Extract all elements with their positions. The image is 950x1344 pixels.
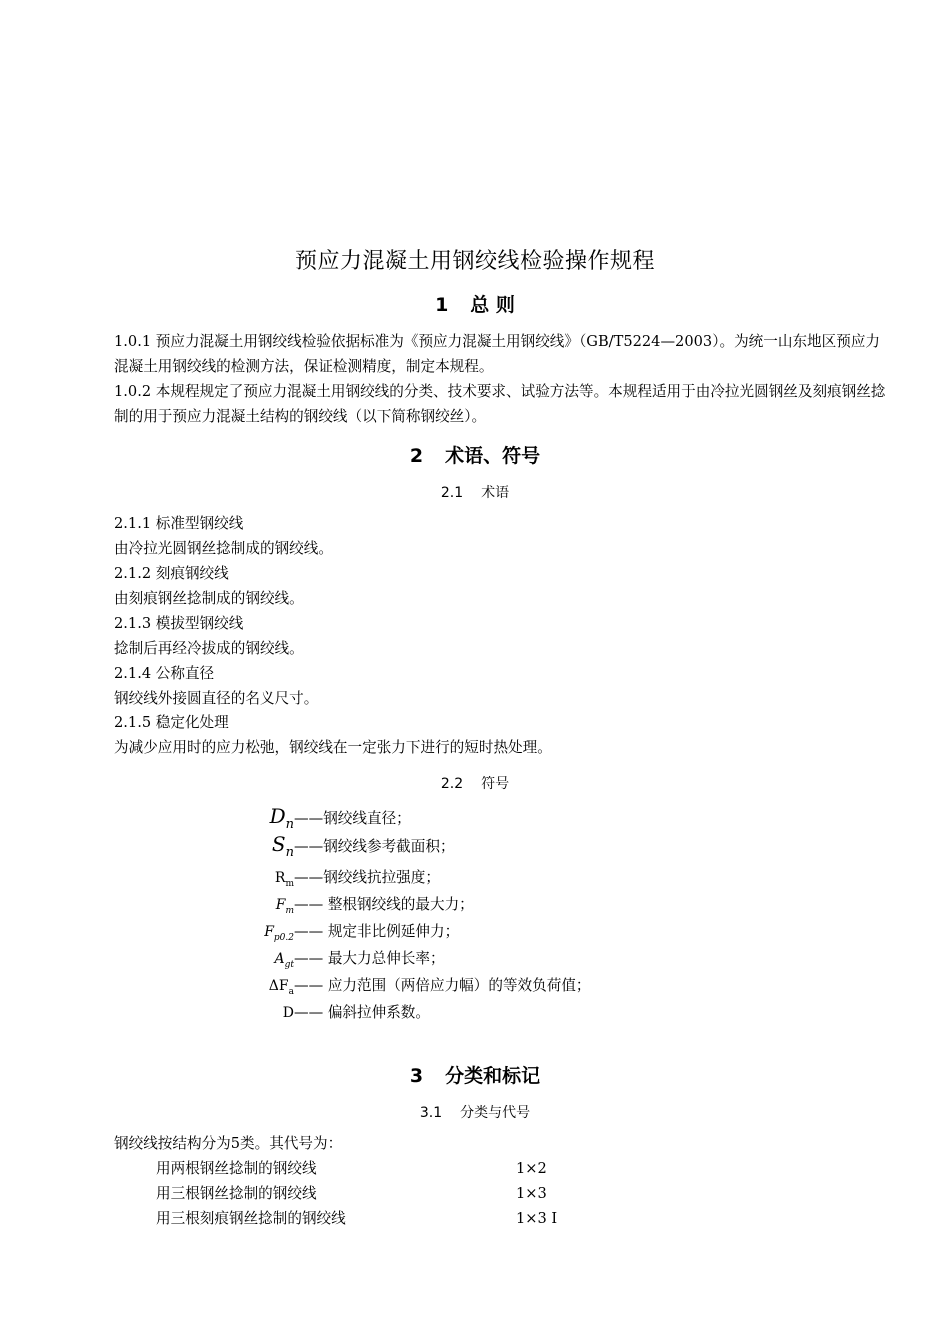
subsection-title: 术语 (481, 485, 510, 501)
symbol: D (282, 1005, 294, 1021)
symbol: $\Delta F_a$ (268, 978, 294, 997)
symbol: $F_{p0.2}$ (264, 924, 294, 943)
term-id: 2.1.2 刻痕钢绞线 (114, 565, 229, 582)
symbol-definition: —— 最大力总伸长率； (294, 950, 445, 967)
symbol: $R_m$ (274, 870, 294, 889)
section-title: 术语、符号 (445, 445, 541, 467)
term-definition: 由刻痕钢丝捻制成的钢绞线。 (114, 590, 304, 607)
subsection-number: 3.1 (419, 1105, 443, 1121)
symbol-row (258, 974, 591, 1000)
section-1-heading (0, 290, 950, 317)
section-title: 分类和标记 (445, 1065, 541, 1087)
term-definition: 由冷拉光圆钢丝捻制成的钢绞线。 (114, 540, 333, 557)
class-code: 1×2 (516, 1160, 547, 1177)
term-definition: 为减少应用时的应力松弛，钢绞线在一定张力下进行的短时热处理。 (114, 739, 552, 756)
section-title: 总 则 (470, 294, 515, 316)
symbol-row (258, 893, 474, 919)
symbol-row (258, 866, 440, 892)
symbol-row (258, 1001, 430, 1027)
section-2-heading (0, 441, 950, 468)
subsection-2-2-heading (0, 773, 950, 793)
term-id: 2.1.4 公称直径 (114, 665, 215, 682)
subsection-number: 2.1 (440, 485, 464, 501)
section-number: 2 (409, 445, 424, 467)
term-id: 2.1.3 模拔型钢绞线 (114, 615, 244, 632)
class-name: 用两根钢丝捻制的钢绞线 (156, 1160, 317, 1177)
symbol-definition: —— 整根钢绞线的最大力； (294, 896, 474, 913)
subsection-title: 符号 (481, 776, 510, 792)
paragraph-1-0-1: 1.0.1 预应力混凝土用钢绞线检验依据标准为《预应力混凝土用钢绞线》（GB/T5224—2003）。为统一山东地区预应力混凝土用钢绞线的检测方法，保证检测精度，制定本规程。 (114, 333, 881, 375)
symbol-row (258, 920, 459, 946)
symbol-row (258, 804, 411, 830)
symbol-row (258, 947, 445, 973)
term-definition: 捻制后再经冷拔成的钢绞线。 (114, 640, 304, 657)
symbol: $A_{gt}$ (274, 951, 294, 970)
class-name: 用三根钢丝捻制的钢绞线 (156, 1185, 317, 1202)
subsection-3-1-heading (0, 1102, 950, 1122)
symbol-definition: ——钢绞线抗拉强度； (294, 869, 440, 886)
subsection-title: 分类与代号 (460, 1105, 531, 1121)
term-id: 2.1.1 标准型钢绞线 (114, 515, 244, 532)
symbol-definition: ——钢绞线参考截面积； (294, 838, 455, 855)
symbol-definition: —— 规定非比例延伸力； (294, 923, 460, 940)
symbol-definition: ——钢绞线直径； (294, 810, 411, 827)
classification-intro: 钢绞线按结构分为5类。其代号为： (114, 1135, 343, 1152)
class-name: 用三根刻痕钢丝捻制的钢绞线 (156, 1210, 346, 1227)
term-definition: 钢绞线外接圆直径的名义尺寸。 (114, 690, 319, 707)
section-3-heading (0, 1061, 950, 1088)
symbol: $F_m$ (275, 897, 294, 916)
subsection-2-1-heading (0, 482, 950, 502)
symbol-row (258, 832, 455, 858)
paragraph-1-0-2: 1.0.2 本规程规定了预应力混凝土用钢绞线的分类、技术要求、试验方法等。本规程适用于由冷拉光圆钢丝及刻痕钢丝捻制的用于预应力混凝土结构的钢绞线（以下简称钢绞丝）。 (114, 383, 886, 425)
symbol: $S_n$ (271, 832, 294, 860)
symbol-definition: —— 应力范围（两倍应力幅）的等效负荷值； (294, 977, 591, 994)
section-number: 1 (435, 294, 449, 316)
section-number: 3 (409, 1065, 424, 1087)
document-title: 预应力混凝土用钢绞线检验操作规程 (294, 249, 655, 274)
class-code: 1×3 (516, 1185, 547, 1202)
symbol: $D_n$ (269, 804, 294, 832)
class-code: 1×3 I (516, 1210, 558, 1227)
subsection-number: 2.2 (440, 776, 464, 792)
term-id: 2.1.5 稳定化处理 (114, 714, 229, 731)
symbol-definition: —— 偏斜拉伸系数。 (294, 1004, 430, 1021)
